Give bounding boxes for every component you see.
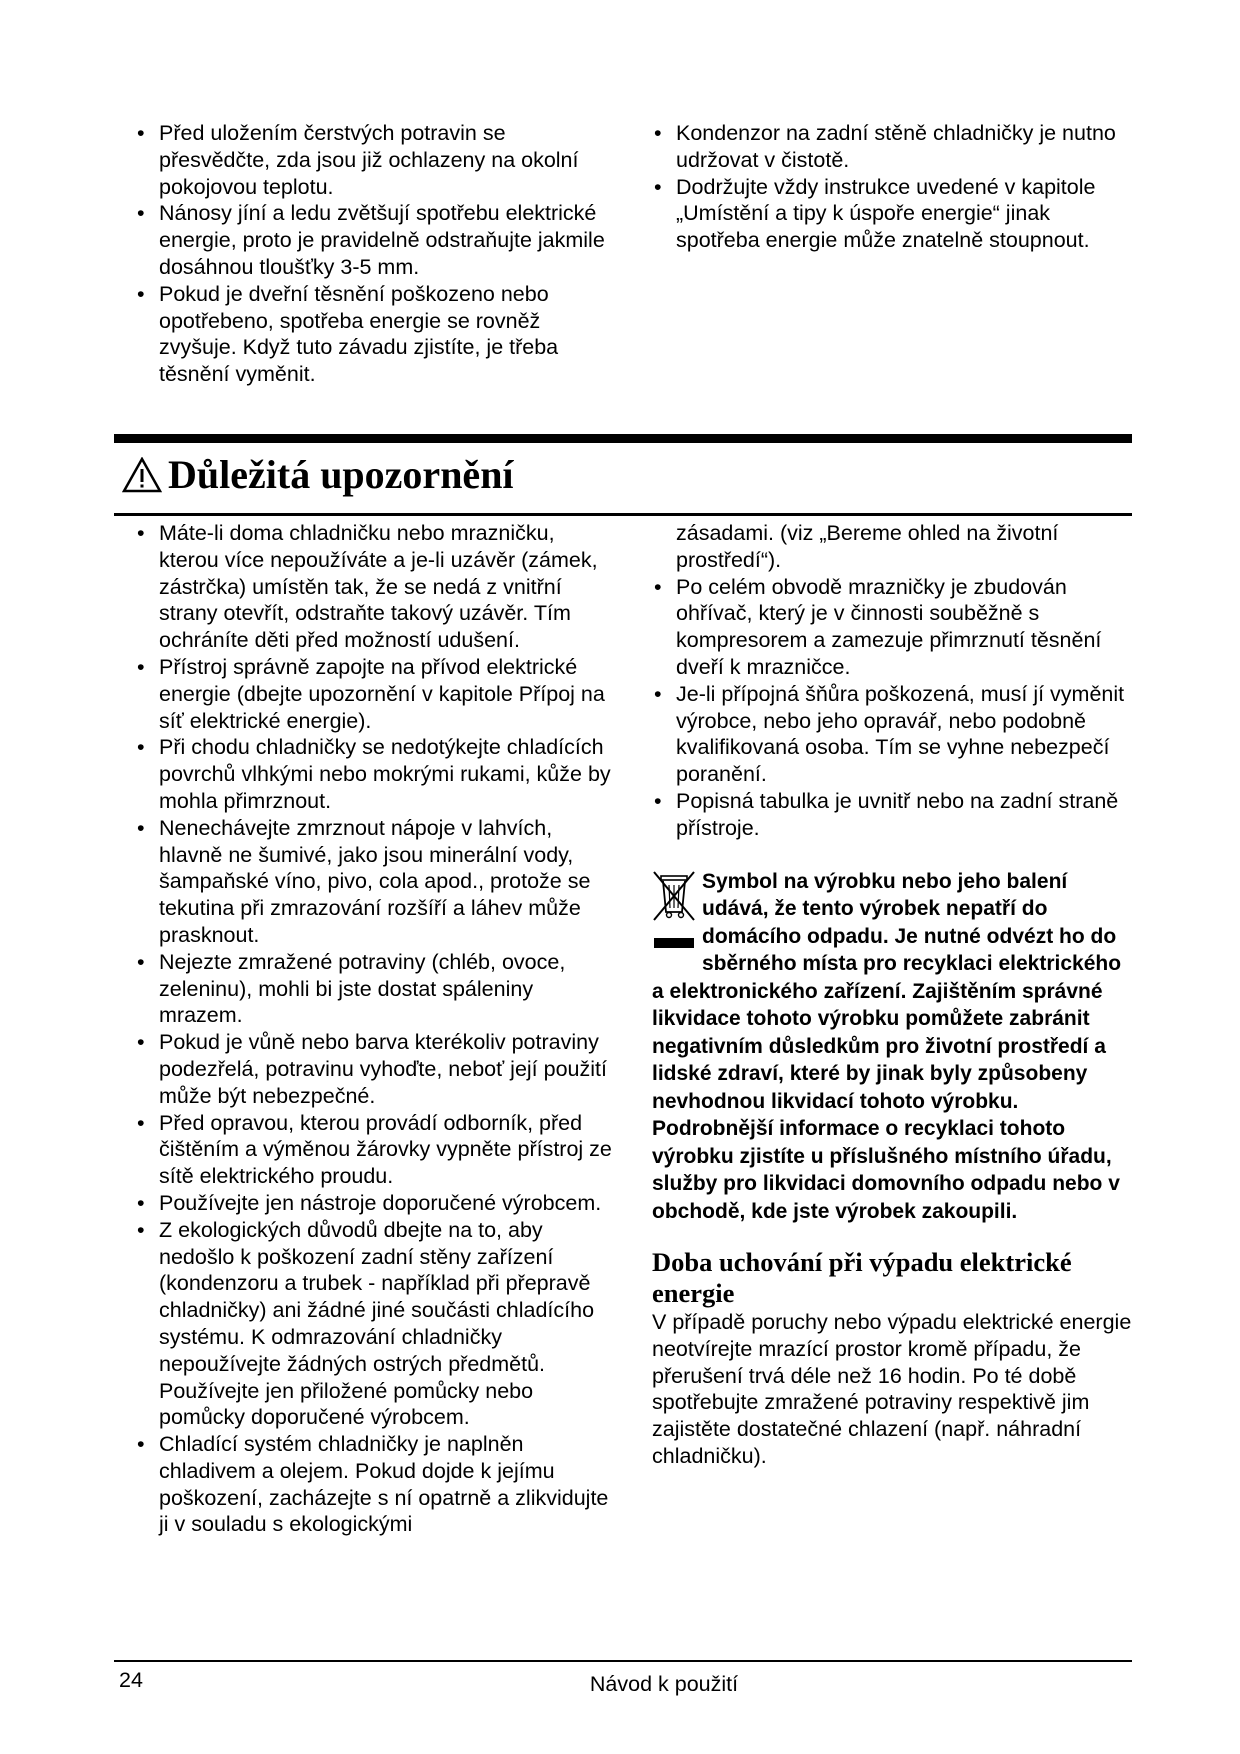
page-footer [114,1660,1132,1696]
list-item: • Nenechávejte zmrznout nápoje v lahvích, hlavně ne šumivé, jako jsou minerální vody, šampaňské víno, pivo, cola apod., protože se tekutina při zmrazování rozšíří a láhev může prasknout. [135,815,615,949]
footer-title: Návod k použití [589,1672,739,1696]
list-item: • Při chodu chladničky se nedotýkejte chladících povrchů vlhkými nebo mokrými rukami, kůže by mohla přimrznout. [135,734,615,814]
bullet-continuation: zásadami. (viz „Bereme ohled na životní prostředí“). [676,521,1059,572]
list-item: • Pokud je dveřní těsnění poškozeno nebo opotřebeno, spotřeba energie se rovněž zvyšuje. Když tuto závadu zjistíte, je třeba těsnění vyměnit. [135,281,615,388]
weee-text: Symbol na výrobku nebo jeho balení udává, že tento výrobek nepatří do domácího odpadu. Je nutné odvézt ho do sběrného místa pro recyklaci elektrického a elektronického zařízení. Zajištěním správné likvidace tohoto výrobku pomůžete zabránit negativním důsledkům pro životní prostředí a lidské zdraví, které by jinak byly způsobeny nevhodnou likvidací tohoto výrobku. Podrobnější informace o recyklaci tohoto výrobku zjistíte u příslušného místního úřadu, služby pro likvidaci domovního odpadu nebo v obchodě, kde jste výrobek zakoupili. [652,869,1122,1223]
list-item: • Dodržujte vždy instrukce uvedené v kapitole „Umístění a tipy k úspoře energie“ jinak spotřeba energie může znatelně stoupnout. [652,174,1132,254]
list-item: • Přístroj správně zapojte na přívod elektrické energie (dbejte upozornění v kapitole Přípoj na síť elektrické energie). [135,654,615,734]
list-item: • Před opravou, kterou provádí odborník, před čištěním a výměnou žárovky vypněte přístroj ze sítě elektrického proudu. [135,1110,615,1190]
list-item: • Pokud je vůně nebo barva kterékoliv potraviny podezřelá, potravinu vyhoďte, neboť její použití může být nebezpečné. [135,1029,615,1109]
top-left-column [135,120,615,388]
section-title: Důležitá upozornění [168,452,514,497]
subheading: Doba uchování při výpadu elektrické energie [652,1247,1072,1309]
right-column [652,520,1132,1470]
left-column [135,520,615,1538]
paragraph: V případě poruchy nebo výpadu elektrické energie neotvírejte mrazící prostor kromě případu, že přerušení trvá déle než 16 hodin. Po té době spotřebujte zmražené potraviny respektivě jim zajistěte dostatečné chlazení (např. náhradní chladničku). [652,1310,1132,1469]
crossed-bin-icon [650,868,700,956]
weee-notice [652,868,1132,1226]
list-item: • Po celém obvodě mrazničky je zbudován ohřívač, který je v činnosti souběžně s kompresorem a zamezuje přimrznutí těsnění dveří k mrazničce. [652,574,1132,681]
top-right-column [652,120,1132,254]
list-item: • Před uložením čerstvých potravin se přesvědčte, zda jsou již ochlazeny na okolní pokojovou teplotu. [135,120,615,200]
list-item: • Používejte jen nástroje doporučené výrobcem. [135,1190,615,1217]
warning-icon [122,457,162,493]
list-item: • Kondenzor na zadní stěně chladničky je nutno udržovat v čistotě. [652,120,1132,174]
list-item: • Nánosy jíní a ledu zvětšují spotřebu elektrické energie, proto je pravidelně odstraňujte jakmile dosáhnou tloušťky 3-5 mm. [135,200,615,280]
list-item: • Popisná tabulka je uvnitř nebo na zadní straně přístroje. [652,788,1132,842]
section-header [114,434,1132,516]
list-item: • Máte-li doma chladničku nebo mrazničku, kterou více nepoužíváte a je-li uzávěr (zámek, zástrčka) umístěn tak, že se nedá z vnitřní strany otevřít, odstraňte takový uzávěr. Tím ochráníte děti před možností udušení. [135,520,615,654]
page-number: 24 [119,1668,143,1692]
list-item: • Z ekologických důvodů dbejte na to, aby nedošlo k poškození zadní stěny zařízení (kondenzoru a trubek - například při přepravě chladničky) ani žádné jiné součásti chladícího systému. K odmrazování chladničky nepoužívejte žádných ostrých předmětů. Používejte jen přiložené pomůcky nebo pomůcky doporučené výrobcem. [135,1217,615,1431]
list-item: • Nejezte zmražené potraviny (chléb, ovoce, zeleninu), mohli bi jste dostat spáleniny mrazem. [135,949,615,1029]
list-item: • Je-li přípojná šňůra poškozená, musí jí vyměnit výrobce, nebo jeho opravář, nebo podobně kvalifikovaná osoba. Tím se vyhne nebezpečí poranění. [652,681,1132,788]
list-item: • Chladící systém chladničky je naplněn chladivem a olejem. Pokud dojde k jejímu poškození, zacházejte s ní opatrně a zlikvidujte ji v souladu s ekologickými [135,1431,615,1538]
section-title-row [122,451,514,499]
